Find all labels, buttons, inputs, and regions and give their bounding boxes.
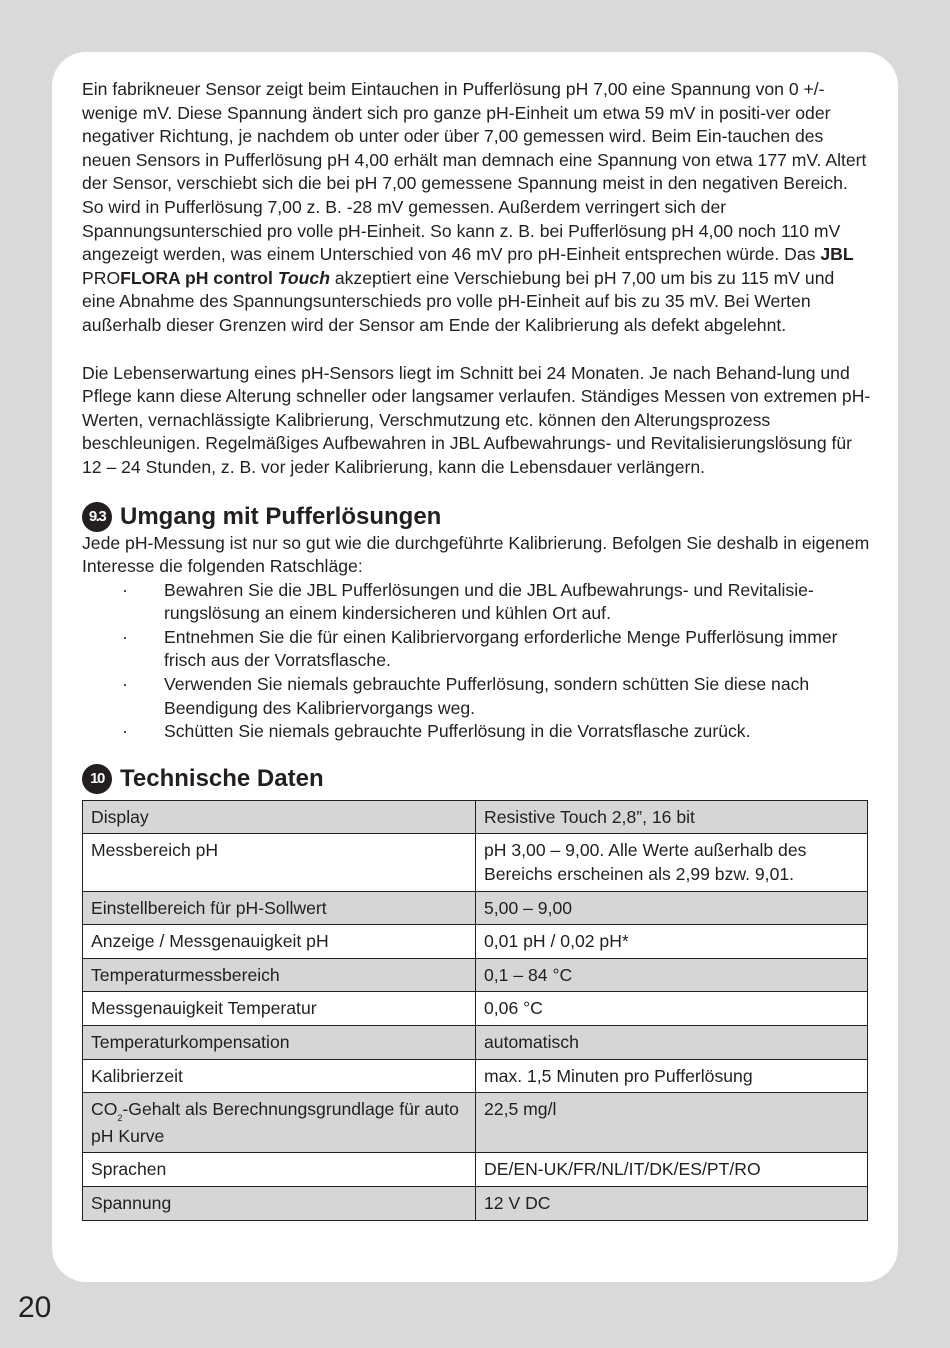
table-row [83, 1026, 868, 1060]
brand-jbl: JBL [820, 244, 854, 265]
list-item [82, 720, 872, 744]
brand-flora: FLORA pH control [120, 267, 273, 288]
table-row [83, 891, 868, 925]
spec-label: Temperaturmessbereich [83, 958, 476, 992]
spec-value: 5,00 – 9,00 [476, 891, 868, 925]
table-row [83, 1153, 868, 1187]
list-item-text: Schütten Sie niemals gebrauchte Pufferlösung in die Vorratsflasche zurück. [164, 721, 751, 742]
lifetime-paragraph: Die Lebenserwartung eines pH-Sensors liegt im Schnitt bei 24 Monaten. Je nach Behand-lung und Pflege kann diese Alterung schneller oder langsamer verlaufen. Ständiges Messen von extremen pH-Werten, vernachlässigte Kalibrierung, Verschmutzung etc. können den Alterungsprozess beschleunigen. Regelmäßiges Aufbewahren in JBL Aufbewahrungs- und Revitalisierungslösung für 12 – 24 Stunden, z. B. vor jeder Kalibrierung, kann die Lebensdauer verlängern. [82, 362, 871, 477]
list-item-text: Verwenden Sie niemals gebrauchte Pufferlösung, sondern schütten Sie diese nach Beendigung des Kalibriervorgangs weg. [164, 674, 810, 718]
table-row [83, 958, 868, 992]
spec-label [83, 1093, 476, 1153]
spec-label: Messbereich pH [83, 834, 476, 891]
list-item [82, 579, 872, 626]
table-row [83, 1186, 868, 1220]
co2-label-prefix: CO [91, 1099, 118, 1120]
technical-data-table [82, 800, 868, 1221]
page-number: 20 [18, 1291, 52, 1324]
brand-touch: Touch [277, 267, 330, 288]
spec-value: 0,1 – 84 °C [476, 958, 868, 992]
table-row [83, 1093, 868, 1153]
spec-label: Messgenauigkeit Temperatur [83, 992, 476, 1026]
spec-label: Einstellbereich für pH-Sollwert [83, 891, 476, 925]
list-item [82, 673, 872, 720]
section-number-badge: 10 [82, 764, 112, 794]
spec-value: 0,06 °C [476, 992, 868, 1026]
list-item [82, 626, 872, 673]
section-heading-9-3 [82, 502, 872, 532]
spec-label: Kalibrierzeit [83, 1059, 476, 1093]
bullet-mark: · [122, 721, 128, 742]
bullet-mark: · [122, 579, 128, 600]
tips-list [82, 579, 872, 744]
co2-subscript: 2 [117, 1113, 123, 1124]
spec-value: pH 3,00 – 9,00. Alle Werte außerhalb des Bereichs erscheinen als 2,99 bzw. 9,01. [476, 834, 868, 891]
table-row [83, 992, 868, 1026]
spec-label: Spannung [83, 1186, 476, 1220]
bullet-mark: · [122, 674, 128, 695]
spec-label: Anzeige / Messgenauigkeit pH [83, 925, 476, 959]
sensor-paragraph [82, 78, 872, 338]
table-row [83, 925, 868, 959]
brand-pro: PRO [82, 267, 121, 288]
section-title: Umgang mit Pufferlösungen [120, 502, 442, 530]
spec-label: Display [83, 800, 476, 834]
sensor-text-part1: Ein fabrikneuer Sensor zeigt beim Eintauchen in Pufferlösung pH 7,00 eine Spannung von 0 +/- wenige mV. Diese Spannung ändert sich pro ganze pH-Einheit um etwa 59 mV in positi-ver oder negativer Richtung, je nachdem ob unter oder über 7,00 gemessen wird. Beim Ein-tauchen des neuen Sensors in Pufferlösung pH 4,00 erhält man demnach eine Spannung von etwa 177 mV. Altert der Sensor, verschiebt sich die bei pH 7,00 gemessene Spannung meist in den negativen Bereich. So wird in Pufferlösung 7,00 z. B. -28 mV gemessen. Außerdem verringert sich der Spannungsunterschied pro volle pH-Einheit. So kann z. B. bei Pufferlösung pH 4,00 noch 110 mV angezeigt werden, was einem Unterschied von 46 mV pro pH-Einheit entsprechen würde. Das [82, 79, 867, 265]
spec-value: 12 V DC [476, 1186, 868, 1220]
section-heading-10 [82, 764, 872, 794]
co2-label-rest: -Gehalt als Berechnungsgrundlage für auto pH Kurve [91, 1099, 459, 1146]
section-intro: Jede pH-Messung ist nur so gut wie die durchgeführte Kalibrierung. Befolgen Sie deshalb in eigenem Interesse die folgenden Ratschläge: [82, 532, 870, 577]
table-row [83, 1059, 868, 1093]
sensor-text-part2: akzeptiert eine Verschiebung bei pH 7,00 um bis zu 115 mV und eine Abnahme des Spannungsunterschieds pro volle pH-Einheit auf bis zu 35 mV. Bei Werten außerhalb dieser Grenzen wird der Sensor am Ende der Kalibrierung als defekt abgelehnt. [82, 267, 835, 335]
section-title: Technische Daten [120, 764, 324, 792]
spec-value: Resistive Touch 2,8”, 16 bit [476, 800, 868, 834]
spec-value: automatisch [476, 1026, 868, 1060]
table-row [83, 834, 868, 891]
spec-label: Sprachen [83, 1153, 476, 1187]
spec-value: DE/EN-UK/FR/NL/IT/DK/ES/PT/RO [476, 1153, 868, 1187]
bullet-mark: · [122, 626, 128, 647]
table-row [83, 800, 868, 834]
section-number-badge: 9.3 [82, 502, 112, 532]
page-content [82, 78, 872, 1221]
spec-label: Temperaturkompensation [83, 1026, 476, 1060]
spec-value: max. 1,5 Minuten pro Pufferlösung [476, 1059, 868, 1093]
list-item-text: Entnehmen Sie die für einen Kalibriervorgang erforderliche Menge Pufferlösung immer frisch aus der Vorratsflasche. [164, 626, 838, 671]
list-item-text: Bewahren Sie die JBL Pufferlösungen und die JBL Aufbewahrungs- und Revitalisie-rungslösung an einem kindersicheren und kühlen Ort auf. [164, 579, 814, 624]
spec-value: 0,01 pH / 0,02 pH* [476, 925, 868, 959]
spec-value: 22,5 mg/l [476, 1093, 868, 1153]
